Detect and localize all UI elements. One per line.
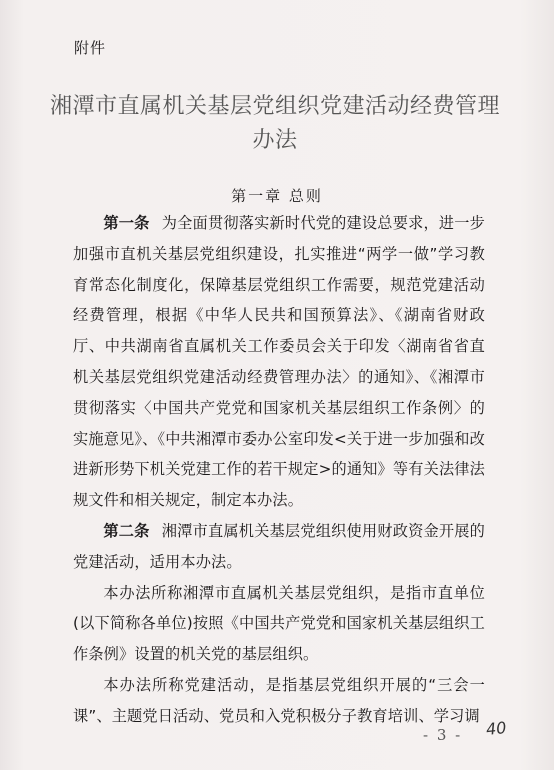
paragraph-definition-organization <box>73 578 485 670</box>
handwritten-mark: 40 <box>485 717 508 740</box>
document-title: 湘潭市直属机关基层党组织党建活动经费管理办法 <box>49 94 500 153</box>
attachment-label: 附件 <box>74 39 107 57</box>
paragraph-text: 为全面贯彻落实新时代党的建设总要求，进一步加强市直机关基层党组织建设，扎实推进“两学一做”学习教育常态化制度化，保障基层党组织工作需要，规范党建活动经费管理，根据《中华人民共和国预算法》、《湖南省财政厅、中共湖南省直属机关工作委员会关于印发〈湖南省省直机关基层党组织党建活动经费管理办法〉的通知》、《湘潭市贯彻落实〈中国共产党党和国家机关基层组织工作条例〉的实施意见》、《中共湘潭市委办公室印发<关于进一步加强和改进新形势下机关党建工作的若干规定>的通知》等有关法律法规文件和相关规定，制定本办法。 <box>73 214 486 510</box>
paragraph-text: 本办法所称党建活动，是指基层党组织开展的“三会一课”、主题党日活动、党员和入党积极分子教育培训、学习调 <box>73 675 485 725</box>
page-number: - 3 - <box>423 726 463 744</box>
paragraph-article-2 <box>73 516 485 578</box>
paragraph-text: 本办法所称湘潭市直属机关基层党组织，是指市直单位(以下简称各单位)按照《中国共产党党和国家机关基层组织工作条例》设置的机关党的基层组织。 <box>73 583 485 664</box>
article-label: 第二条 <box>103 521 150 540</box>
paragraph-text: 湘潭市直属机关基层党组织使用财政资金开展的党建活动，适用本办法。 <box>73 521 486 571</box>
paragraph-definition-activity <box>73 670 485 732</box>
paragraph-article-1 <box>73 208 485 516</box>
chapter-heading: 第一章 总则 <box>231 187 323 205</box>
article-label: 第一条 <box>103 214 150 232</box>
document-body <box>73 208 485 732</box>
